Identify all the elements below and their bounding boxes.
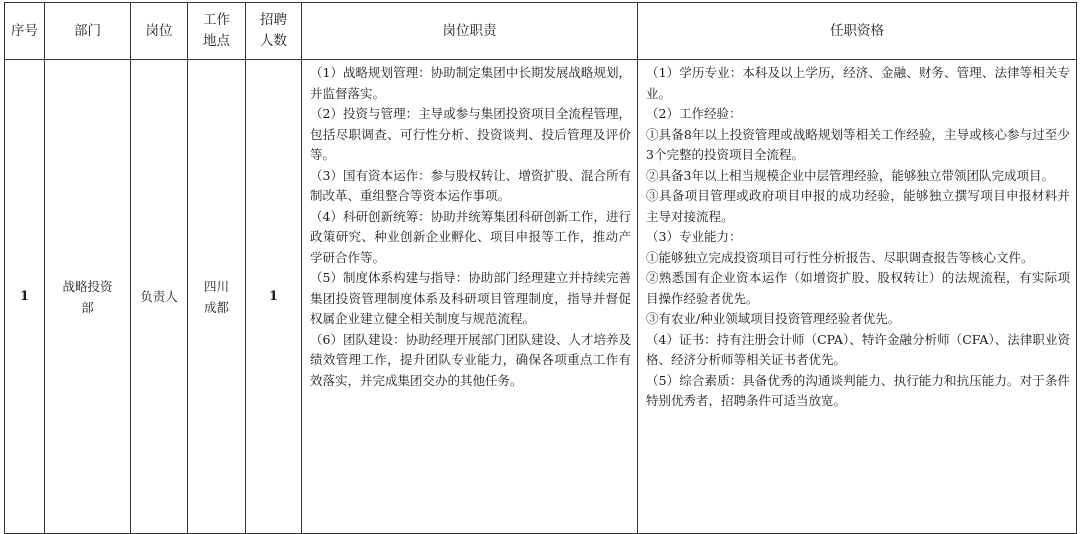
header-duties: 岗位职责 <box>302 3 638 60</box>
qualification-item: （2）工作经验： <box>646 106 742 121</box>
table-row <box>5 60 1077 534</box>
cell-position: 负责人 <box>131 60 188 534</box>
qualification-item: ③具备项目管理或政府项目申报的成功经验，能够独立撰写项目申报材料并主导对接流程。 <box>646 188 1070 224</box>
duty-item: （4）科研创新统筹：协助并统筹集团科研创新工作，进行政策研究、种业创新企业孵化、项目申报等工作，推动产学研合作等。 <box>310 208 631 265</box>
qualification-item: （4）证书：持有注册会计师（CPA）、特许金融分析师（CFA）、法律职业资格、经济分析师等相关证书者优先。 <box>646 331 1070 367</box>
duty-item: （2）投资与管理：主导或参与集团投资项目全流程管理，包括尽职调查、可行性分析、投资谈判、投后管理及评价等。 <box>310 106 631 162</box>
qualification-item: （1）学历专业：本科及以上学历，经济、金融、财务、管理、法律等相关专业。 <box>646 65 1070 101</box>
cell-seq: 1 <box>5 60 45 534</box>
header-seq: 序号 <box>5 3 45 60</box>
header-count: 招聘人数 <box>246 3 302 60</box>
qualification-item: ①具备8年以上投资管理或战略规划等相关工作经验，主导或核心参与过至少3个完整的投资项目全流程。 <box>646 126 1070 162</box>
duty-item: （5）制度体系构建与指导：协助部门经理建立并持续完善集团投资管理制度体系及科研项目管理制度，指导并督促权属企业建立健全相关制度与规范流程。 <box>310 270 631 326</box>
cell-location: 四川成都 <box>188 60 246 534</box>
qualification-item: （3）专业能力： <box>646 229 742 244</box>
cell-qualifications <box>638 60 1077 534</box>
qualification-item: （5）综合素质：具备优秀的沟通谈判能力、执行能力和抗压能力。对于条件特别优秀者，招聘条件可适当放宽。 <box>646 372 1070 408</box>
qualification-item: ①能够独立完成投资项目可行性分析报告、尽职调查报告等核心文件。 <box>646 249 1034 265</box>
header-qualifications: 任职资格 <box>638 3 1077 60</box>
duty-item: （3）国有资本运作：参与股权转让、增资扩股、混合所有制改革、重组整合等资本运作事项。 <box>310 167 631 203</box>
cell-duties <box>302 60 638 534</box>
qualification-item: ③有农业/种业领域项目投资管理经验者优先。 <box>646 311 901 326</box>
duty-item: （6）团队建设：协助经理开展部门团队建设、人才培养及绩效管理工作，提升团队专业能力，确保各项重点工作有效落实，并完成集团交办的其他任务。 <box>310 331 631 388</box>
header-row <box>5 3 1077 60</box>
cell-dept: 战略投资部 <box>45 60 131 534</box>
header-dept: 部门 <box>45 3 131 60</box>
qualification-item: ②具备3年以上相当规模企业中层管理经验，能够独立带领团队完成项目。 <box>646 167 1054 183</box>
recruitment-table <box>4 2 1077 534</box>
duty-item: （1）战略规划管理：协助制定集团中长期发展战略规划，并监督落实。 <box>310 65 631 101</box>
header-location: 工作地点 <box>188 3 246 60</box>
cell-count: 1 <box>246 60 302 534</box>
header-position: 岗位 <box>131 3 188 60</box>
qualification-item: ②熟悉国有企业资本运作（如增资扩股、股权转让）的法规流程，有实际项目操作经验者优先。 <box>646 270 1070 306</box>
